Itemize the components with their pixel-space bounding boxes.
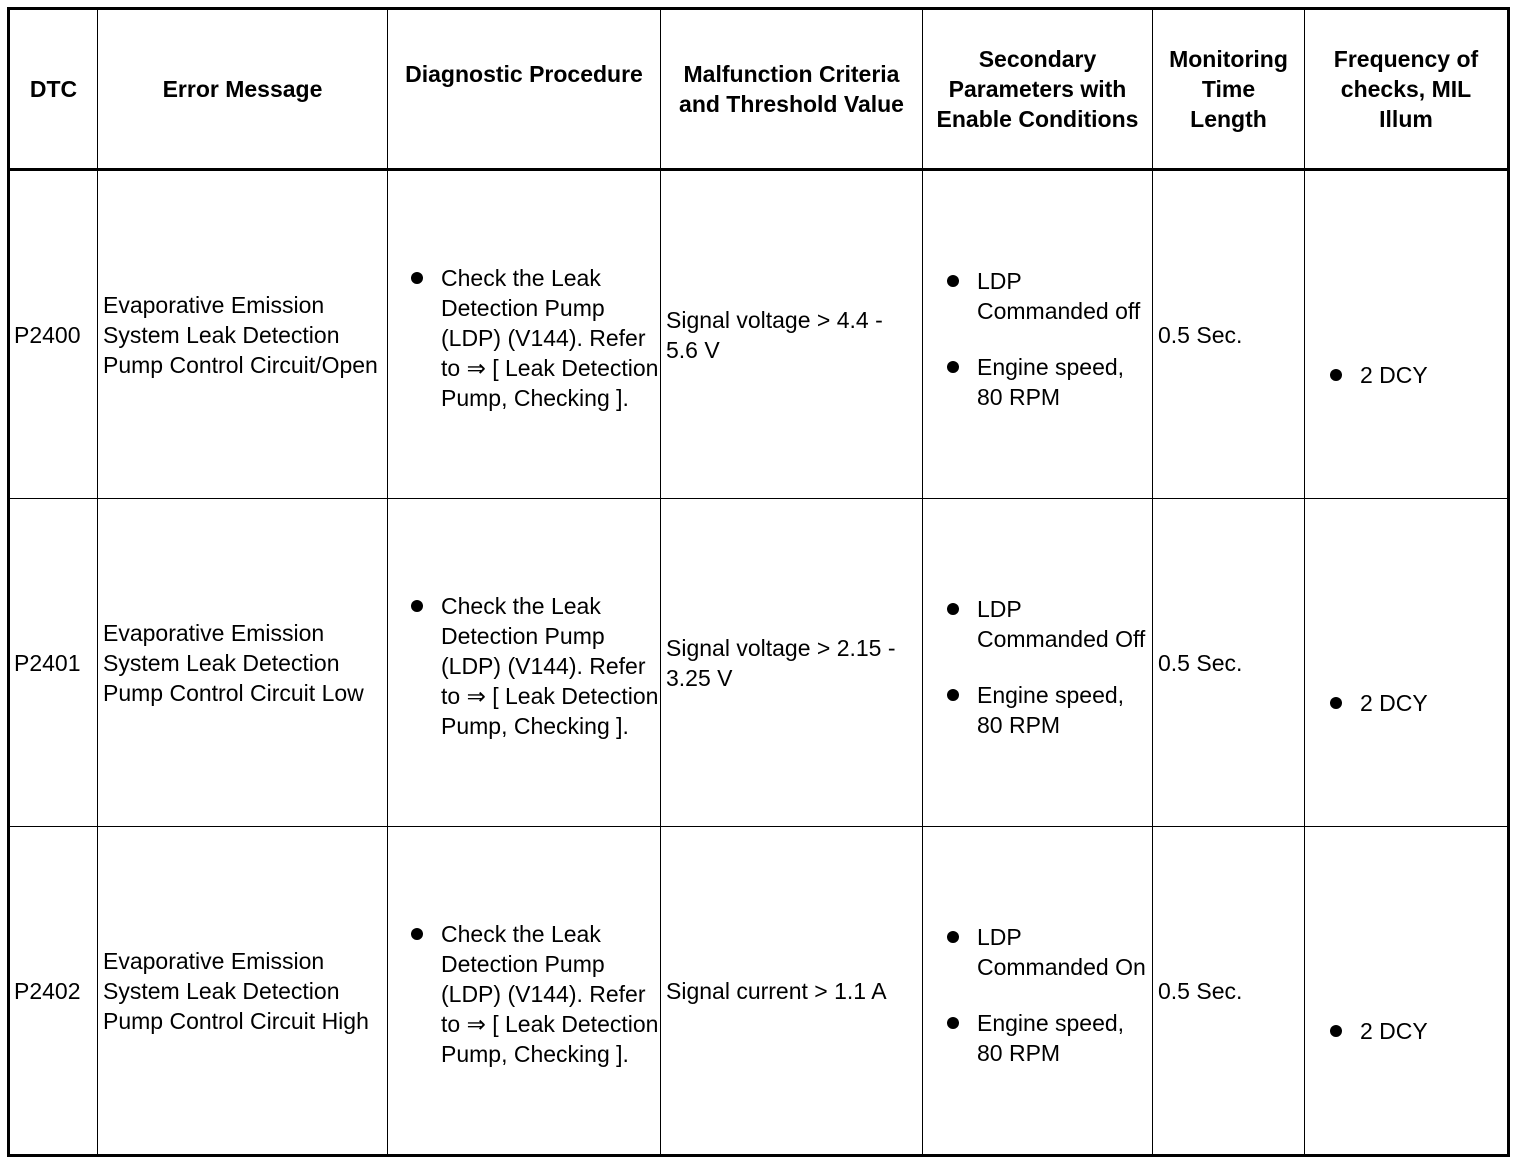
parameter-bullet: Engine speed, 80 RPM	[942, 1008, 1152, 1068]
dtc-code: P2402	[9, 827, 98, 1156]
frequency-bullet: 2 DCY	[1325, 1016, 1507, 1046]
parameter-bullet: Engine speed, 80 RPM	[942, 680, 1152, 740]
frequency	[1305, 170, 1509, 499]
header-diagnostic-procedure: Diagnostic Procedure	[388, 9, 661, 170]
procedure-bullet: Check the Leak Detection Pump (LDP) (V144). Refer to ⇒ [ Leak Detection Pump, Checking ].	[406, 591, 660, 741]
header-malfunction-criteria: Malfunction Criteria and Threshold Value	[661, 9, 923, 170]
diagnostic-procedure	[388, 499, 661, 827]
dtc-code: P2401	[9, 499, 98, 827]
parameter-bullet: LDP Commanded off	[942, 266, 1152, 326]
dtc-code: P2400	[9, 170, 98, 499]
parameter-bullet: LDP Commanded On	[942, 922, 1152, 982]
secondary-parameters	[923, 827, 1153, 1156]
frequency	[1305, 499, 1509, 827]
error-message: Evaporative Emission System Leak Detection Pump Control Circuit Low	[98, 499, 388, 827]
error-message: Evaporative Emission System Leak Detection Pump Control Circuit High	[98, 827, 388, 1156]
diagnostic-procedure	[388, 827, 661, 1156]
header-secondary-parameters: Secondary Parameters with Enable Conditions	[923, 9, 1153, 170]
diagnostic-procedure	[388, 170, 661, 499]
header-monitoring-time: Monitoring Time Length	[1153, 9, 1305, 170]
table-row	[9, 827, 1509, 1156]
secondary-parameters	[923, 170, 1153, 499]
error-message: Evaporative Emission System Leak Detection Pump Control Circuit/Open	[98, 170, 388, 499]
secondary-parameters	[923, 499, 1153, 827]
frequency-bullet: 2 DCY	[1325, 360, 1507, 390]
parameter-bullet: Engine speed, 80 RPM	[942, 352, 1152, 412]
table-row	[9, 170, 1509, 499]
header-error-message: Error Message	[98, 9, 388, 170]
parameter-bullet: LDP Commanded Off	[942, 594, 1152, 654]
dtc-table	[7, 7, 1510, 1157]
monitoring-time: 0.5 Sec.	[1153, 499, 1305, 827]
monitoring-time: 0.5 Sec.	[1153, 827, 1305, 1156]
monitoring-time: 0.5 Sec.	[1153, 170, 1305, 499]
header-row	[9, 9, 1509, 170]
procedure-bullet: Check the Leak Detection Pump (LDP) (V144). Refer to ⇒ [ Leak Detection Pump, Checking ].	[406, 919, 660, 1069]
table-row	[9, 499, 1509, 827]
header-frequency: Frequency of checks, MIL Illum	[1305, 9, 1509, 170]
header-dtc: DTC	[9, 9, 98, 170]
malfunction-criteria: Signal current > 1.1 A	[661, 827, 923, 1156]
procedure-bullet: Check the Leak Detection Pump (LDP) (V144). Refer to ⇒ [ Leak Detection Pump, Checking ].	[406, 263, 660, 413]
frequency-bullet: 2 DCY	[1325, 688, 1507, 718]
frequency	[1305, 827, 1509, 1156]
malfunction-criteria: Signal voltage > 2.15 - 3.25 V	[661, 499, 923, 827]
malfunction-criteria: Signal voltage > 4.4 - 5.6 V	[661, 170, 923, 499]
